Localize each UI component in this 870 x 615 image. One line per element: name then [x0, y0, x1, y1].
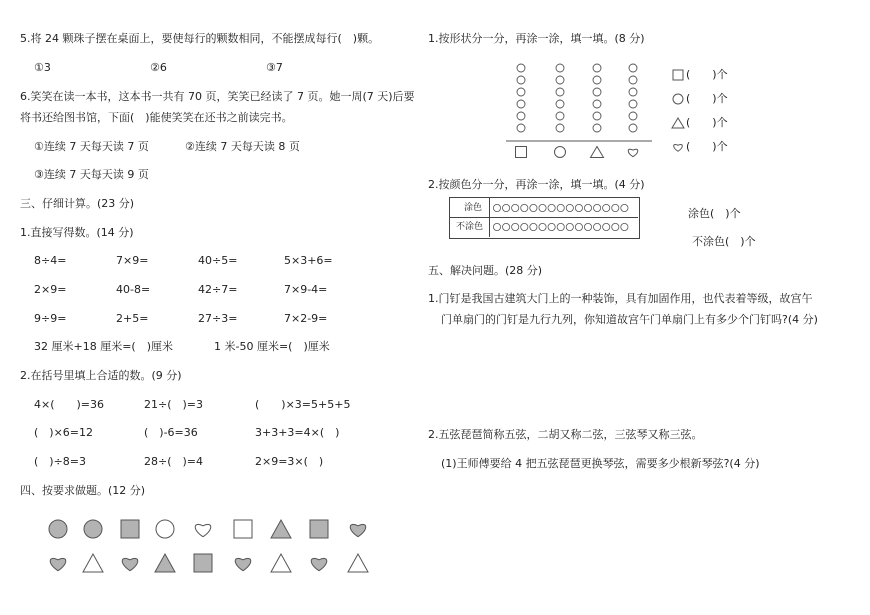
problem-2-line1: 2.五弦琵琶简称五弦，二胡又称二弦，三弦琴又称三弦。 [428, 428, 703, 441]
color-circle-icon [539, 204, 546, 211]
q6-option-1: ①连续 7 天每天读 7 页 [34, 140, 149, 153]
color-circle-icon [512, 204, 519, 211]
count-label-square: ( )个 [686, 68, 728, 81]
count-label-triangle: ( )个 [686, 116, 728, 129]
section-4-title: 四、按要求做题。(12 分) [20, 484, 146, 497]
color-circle-icon [548, 223, 555, 230]
calc-item: 7×9= [116, 254, 149, 267]
color-circle-icon [621, 223, 628, 230]
color-circle-icon [584, 223, 591, 230]
q5-option-b: ②6 [150, 61, 167, 74]
calc-item: 40÷5= [198, 254, 238, 267]
fill-item: 2×9=3×( ) [255, 455, 324, 468]
question-6-line2: 将书还给图书馆，下面( )能使笑笑在还书之前读完书。 [20, 111, 293, 124]
right-q1-title: 1.按形状分一分，再涂一涂，填一填。(8 分) [428, 32, 645, 45]
calc-item: 9÷9= [34, 312, 67, 325]
color-circle-icon [621, 204, 628, 211]
q5-option-a: ①3 [34, 61, 51, 74]
calc-item: 2×9= [34, 283, 67, 296]
q6-option-3: ③连续 7 天每天读 9 页 [34, 168, 149, 181]
question-6-line1: 6.笑笑在读一本书，这本书一共有 70 页，笑笑已经读了 7 页。她一周(7 天)后要 [20, 90, 415, 103]
color-circle-icon [575, 204, 582, 211]
color-circle-icon [493, 204, 500, 211]
problem-2-sub1: (1)王师傅要给 4 把五弦琵琶更换琴弦，需要多少根新琴弦?(4 分) [441, 457, 760, 470]
color-circle-icon [603, 223, 610, 230]
color-circle-icon [548, 204, 555, 211]
color-circle-icon [575, 223, 582, 230]
section-3-title: 三、仔细计算。(23 分) [20, 197, 135, 210]
fill-item: 3+3+3=4×( ) [255, 426, 340, 439]
calc-item: 42÷7= [198, 283, 238, 296]
section-5-title: 五、解决问题。(28 分) [428, 264, 543, 277]
count-label-heart: ( )个 [686, 140, 728, 153]
color-circle-icon [566, 204, 573, 211]
calc-item: 7×9-4= [284, 283, 328, 296]
color-circle-icon [521, 223, 528, 230]
fill-item: ( )×3=5+5+5 [255, 398, 351, 411]
color-circle-icon [603, 204, 610, 211]
problem-1-line2: 门单扇门的门钉是九行九列，你知道故宫午门单扇门上有多少个门钉吗?(4 分) [441, 313, 818, 326]
fill-item: 4×( )=36 [34, 398, 105, 411]
color-circle-icon [612, 204, 619, 211]
color-circle-icon [612, 223, 619, 230]
color-circle-icon [584, 204, 591, 211]
fill-item: 21÷( )=3 [144, 398, 204, 411]
colored-count-label: 涂色( )个 [688, 207, 741, 220]
color-circle-icon [521, 204, 528, 211]
fill-item: 28÷( )=4 [144, 455, 204, 468]
calc-item: 7×2-9= [284, 312, 328, 325]
color-circle-icon [493, 223, 500, 230]
q5-option-c: ③7 [266, 61, 283, 74]
question-5: 5.将 24 颗珠子摆在桌面上，要使每行的颗数相同，不能摆成每行( )颗。 [20, 32, 380, 45]
calc-length-2: 1 米-50 厘米=( )厘米 [214, 340, 330, 353]
color-circle-icon [557, 223, 564, 230]
color-circle-icon [566, 223, 573, 230]
color-table-row2-label: 不涂色 [456, 222, 484, 232]
q6-option-2: ②连续 7 天每天读 8 页 [185, 140, 300, 153]
problem-1-line1: 1.门钉是我国古建筑大门上的一种装饰，具有加固作用，也代表着等级，故宫午 [428, 292, 813, 305]
calc-item: 2+5= [116, 312, 149, 325]
color-circle-icon [594, 204, 601, 211]
color-circle-icon [503, 204, 510, 211]
color-circle-icon [503, 223, 510, 230]
uncolored-count-label: 不涂色( )个 [692, 235, 756, 248]
color-table-row1-label: 涂色 [464, 203, 483, 213]
color-circle-icon [530, 223, 537, 230]
sub-2-title: 2.在括号里填上合适的数。(9 分) [20, 369, 182, 382]
calc-item: 40-8= [116, 283, 151, 296]
fill-item: ( )×6=12 [34, 426, 94, 439]
sub-1-title: 1.直接写得数。(14 分) [20, 226, 134, 239]
calc-item: 5×3+6= [284, 254, 333, 267]
fill-item: ( )÷8=3 [34, 455, 87, 468]
color-circle-icon [512, 223, 519, 230]
calc-item: 27÷3= [198, 312, 238, 325]
color-circle-icon [557, 204, 564, 211]
fill-item: ( )-6=36 [144, 426, 198, 439]
right-q2-title: 2.按颜色分一分，再涂一涂，填一填。(4 分) [428, 178, 645, 191]
color-circle-icon [539, 223, 546, 230]
count-label-circle: ( )个 [686, 92, 728, 105]
color-circle-icon [594, 223, 601, 230]
color-circle-icon [530, 204, 537, 211]
calc-length-1: 32 厘米+18 厘米=( )厘米 [34, 340, 174, 353]
calc-item: 8÷4= [34, 254, 67, 267]
